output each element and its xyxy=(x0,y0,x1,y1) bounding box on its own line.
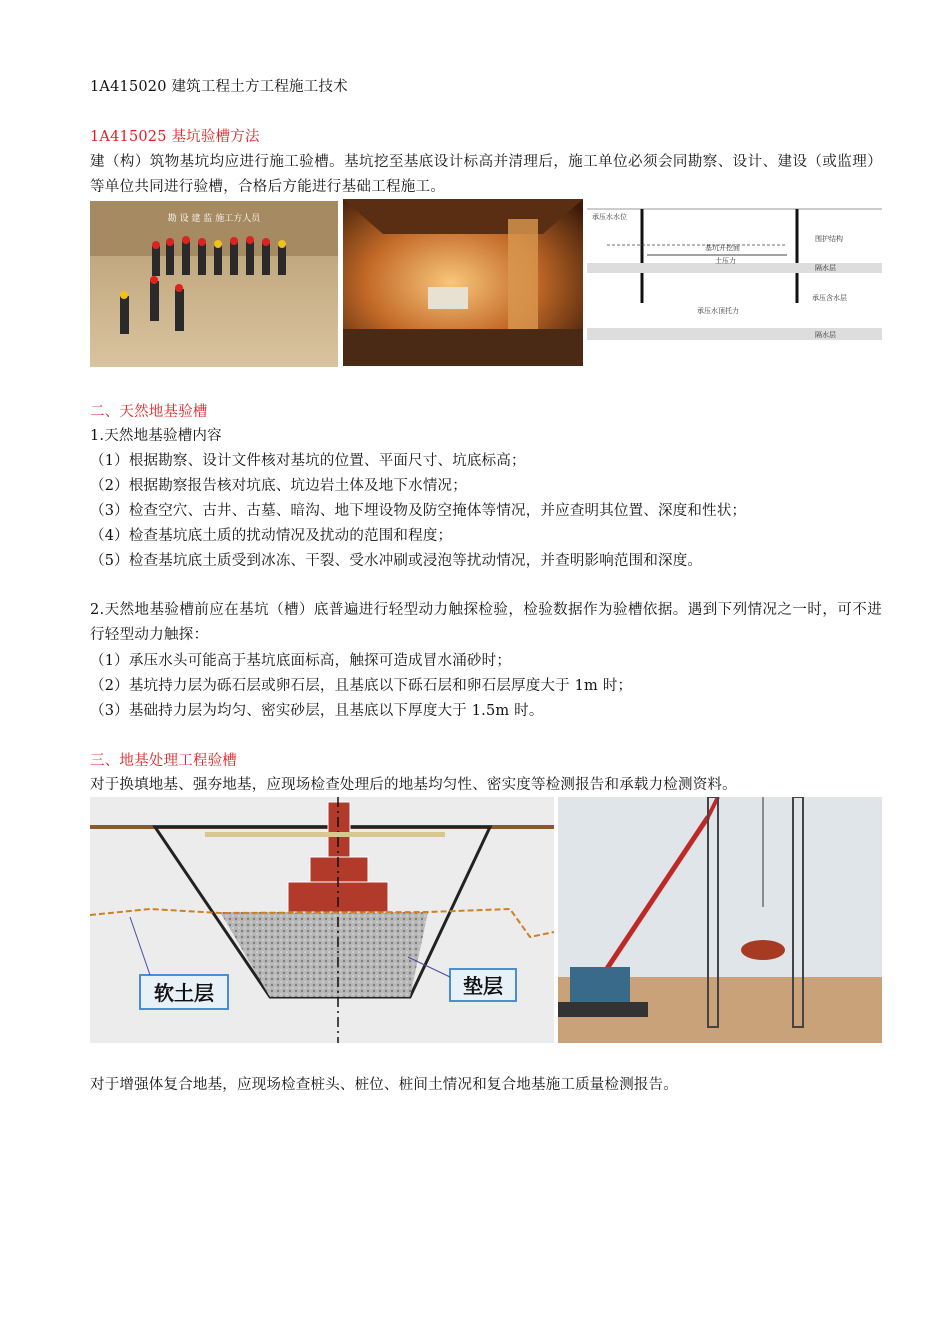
diagram-label-2: 基坑开挖面 xyxy=(705,244,740,252)
site-inspection-photo xyxy=(90,201,338,367)
foundation-cushion-diagram xyxy=(90,797,554,1043)
document-heading: 1A415020 建筑工程土方工程施工技术 xyxy=(90,79,348,95)
section-title: 1A415025 基坑验槽方法 xyxy=(90,129,260,145)
excavation-tunnel-photo xyxy=(343,199,583,366)
dynamic-compaction-photo xyxy=(558,797,882,1043)
diagram-label-7: 承压水顶托力 xyxy=(697,307,739,315)
intro-paragraph: 建（构）筑物基坑均应进行施工验槽。基坑挖至基底设计标高并清理后，施工单位必须会同勘察、设计、建设（或监理）等单位共同进行验槽，合格后方能进行基础工程施工。 xyxy=(90,154,882,195)
list-item: （2）基坑持力层为砾石层或卵石层，且基底以下砾石层和卵石层厚度大于 1m 时； xyxy=(90,678,633,694)
confined-water-diagram xyxy=(587,203,882,343)
section-2-subtitle-1: 1.天然地基验槽内容 xyxy=(90,428,222,444)
diagram-label-5: 隔水层 xyxy=(815,264,836,272)
photo-caption: 勘 设 建 监 施工方人员 xyxy=(167,214,261,224)
diagram-label-1: 承压水水位 xyxy=(592,213,627,221)
section-2-subtitle-2: 2.天然地基验槽前应在基坑（槽）底普遍进行轻型动力触探检验，检验数据作为验槽依据。遇到下列情况之一时，可不进行轻型动力触探： xyxy=(90,602,882,643)
cushion-label: 垫层 xyxy=(463,974,503,998)
list-item: （1）根据勘察、设计文件核对基坑的位置、平面尺寸、坑底标高； xyxy=(90,453,526,469)
list-item: （3）检查空穴、古井、古墓、暗沟、地下埋设物及防空掩体等情况，并应查明其位置、深度和性状； xyxy=(90,503,747,519)
section-3-title: 三、地基处理工程验槽 xyxy=(90,753,237,769)
list-item: （4）检查基坑底土质的扰动情况及扰动的范围和程度； xyxy=(90,528,453,544)
list-item: （1）承压水头可能高于基坑底面标高，触探可造成冒水涌砂时； xyxy=(90,653,512,669)
list-item: （2）根据勘察报告核对坑底、坑边岩土体及地下水情况； xyxy=(90,478,467,494)
diagram-label-8: 隔水层 xyxy=(815,331,836,339)
section-2-title: 二、天然地基验槽 xyxy=(90,404,208,420)
section-3-text-2: 对于增强体复合地基，应现场检查桩头、桩位、桩间土情况和复合地基施工质量检测报告。 xyxy=(90,1077,678,1093)
list-item: （3）基础持力层为均匀、密实砂层，且基底以下厚度大于 1.5m 时。 xyxy=(90,703,544,719)
diagram-label-3: 土压力 xyxy=(715,257,736,265)
diagram-label-6: 承压含水层 xyxy=(812,294,847,302)
soft-soil-label: 软土层 xyxy=(154,981,214,1005)
diagram-label-4: 围护结构 xyxy=(815,235,843,243)
section-3-text-1: 对于换填地基、强夯地基，应现场检查处理后的地基均匀性、密实度等检测报告和承载力检测资料。 xyxy=(90,777,737,793)
list-item: （5）检查基坑底土质受到冰冻、干裂、受水冲刷或浸泡等扰动情况，并查明影响范围和深度。 xyxy=(90,553,703,569)
